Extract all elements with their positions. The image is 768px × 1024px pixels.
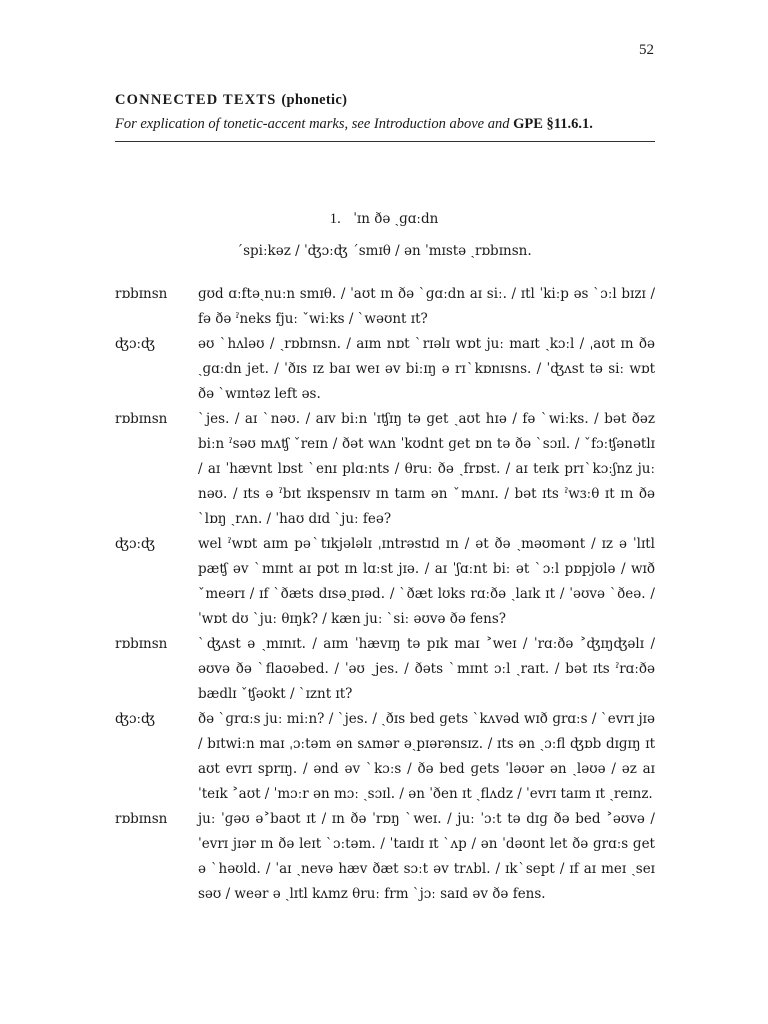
- text-title-phonetic: ˈɪn ðə ˏɡɑːdn: [353, 211, 439, 227]
- utterance-text: ˋʤʌst ə ˏmɪnɪt. / aɪm ˈhævɪŋ tə pɪk maɪ ˃weɪ / ˈrɑːðə ˃ʤɪŋʤəlɪ / əʊvə ðə ˋflaʊəbed. / ˈəʊ ˏjes. / ðəts ˋmɪnt ɔːl ˏraɪt. / bət ɪts ˀrɑːðə bædlɪ ˇʧəʊkt / ˋɪznt ɪt?: [198, 636, 655, 702]
- utterance-text: ðə ˋɡrɑːs juː miːn? / ˋjes. / ˏðɪs bed ɡets ˋkʌvəd wɪð ɡrɑːs / ˋevrɪ jɪə / bɪtwiːn maɪ ˌɔːtəm ən sʌmər əˏpɪərənsɪz. / ɪts ən ˏɔːfl ʤɒb dɪɡɪŋ ɪt aʊt evrɪ sprɪŋ. / ənd əv ˋkɔːs / ðə bed ɡets ˈləʊər ən ˏləʊə / əz aɪ ˈteɪk ˃aʊt / ˈmɔːr ən mɔː ˏsɔɪl. / ən ˈðen ɪt ˏflʌdz / ˈevrɪ taɪm ɪt ˏreɪnz.: [198, 711, 655, 802]
- text-title: [0, 211, 768, 228]
- utterance-text: ˋjes. / aɪ ˋnəʊ. / aɪv biːn ˈɪʧɪŋ tə ɡet ˏaʊt hɪə / fə ˋwiːks. / bət ðəz biːn ˀsəʊ mʌʧ ˇreɪn / ðət wʌn ˈkʊdnt ɡet ɒn tə ðə ˋsɔɪl. / ˇfɔːʧənətlɪ / aɪ ˈhævnt lɒst ˋenɪ plɑːnts / θruː ðə ˏfrɒst. / aɪ teɪk prɪˋkɔːʃnz juː nəʊ. / ɪts ə ˀbɪt ɪkspensɪv ɪn taɪm ən ˇmʌnɪ. / bət ɪts ˀwɜːθ ɪt ɪn ðə ˋlɒŋ ˏrʌn. / ˈhaʊ dɪd ˋjuː feə?: [198, 411, 655, 527]
- subtitle-reference: GPE §11.6.1.: [513, 116, 593, 132]
- dialogue-turn: [115, 532, 655, 632]
- dialogue-turn: [115, 332, 655, 407]
- section-title-main: CONNECTED TEXTS: [115, 92, 277, 108]
- dialogue-turn: [115, 407, 655, 532]
- page-number: 52: [639, 42, 654, 58]
- dialogue-turn: [115, 632, 655, 707]
- speaker-name: ʤɔːʤ: [115, 336, 156, 352]
- speaker-name: rɒbɪnsn: [115, 811, 168, 827]
- speaker-name: rɒbɪnsn: [115, 286, 168, 302]
- dialogue-turn: [115, 807, 655, 907]
- dialogue: [115, 282, 655, 907]
- speaker-name: rɒbɪnsn: [115, 636, 168, 652]
- text-number: 1.: [329, 211, 341, 227]
- section-subtitle: [115, 113, 655, 135]
- utterance-text: ɡʊd ɑːftəˏnuːn smɪθ. / ˈaʊt ɪn ðə ˋɡɑːdn aɪ siː. / ɪtl ˈkiːp əs ˋɔːl bɪzɪ / fə ðə ˀneks fjuː ˇwiːks / ˋwəʊnt ɪt?: [198, 286, 655, 327]
- section-title-paren: (phonetic): [281, 92, 348, 108]
- dialogue-turn: [115, 282, 655, 332]
- section-title: [115, 90, 655, 110]
- section-header: [115, 90, 655, 142]
- header-rule: [115, 141, 655, 142]
- utterance-text: əʊ ˋhʌləʊ / ˏrɒbɪnsn. / aɪm nɒt ˋrɪəlɪ wɒt juː maɪt ˏkɔːl / ˌaʊt ɪn ðə ˏɡɑːdn jet. / ˈðɪs ɪz baɪ weɪ əv biːɪŋ ə rɪˋkɒnɪsns. / ˈʤʌst tə siː wɒt ðə ˋwɪntəz left əs.: [198, 336, 655, 402]
- cast-line: ˊspiːkəz / ˈʤɔːʤ ˊsmɪθ / ən ˈmɪstə ˏrɒbɪnsn.: [236, 243, 532, 259]
- utterance-text: wel ˀwɒt aɪm pəˋtɪkjələlɪ ˌɪntrəstɪd ɪn / ət ðə ˏməʊmənt / ɪz ə ˈlɪtl pæʧ əv ˋmɪnt aɪ pʊt ɪn lɑːst jɪə. / aɪ ˈʃɑːnt biː ət ˋɔːl pɒpjʊlə / wɪð ˇmeərɪ / ɪf ˋðæts dɪsəˏpɪəd. / ˋðæt lʊks rɑːðə ˏlaɪk ɪt / ˈəʊvə ˋðeə. / ˈwɒt dʊ ˋjuː θɪŋk? / kæn juː ˋsiː əʊvə ðə fens?: [198, 536, 655, 627]
- subtitle-text: For explication of tonetic-accent marks, see Introduction above and: [115, 116, 510, 132]
- dialogue-turn: [115, 707, 655, 807]
- utterance-text: juː ˈɡəʊ ə˃baʊt ɪt / ɪn ðə ˈrɒŋ ˋweɪ. / juː ˈɔːt tə dɪɡ ðə bed ˃əʊvə / ˈevrɪ jɪər ɪn ðə leɪt ˋɔːtəm. / ˈtaɪdɪ ɪt ˋʌp / ən ˈdəʊnt let ðə ɡrɑːs ɡet ə ˋhəʊld. / ˈaɪ ˏnevə hæv ðæt sɔːt əv trʌbl. / ɪkˋsept / ɪf aɪ meɪ ˏseɪ səʊ / weər ə ˏlɪtl kʌmz θruː frm ˋjɔː saɪd əv ðə fens.: [198, 811, 655, 902]
- speaker-name: ʤɔːʤ: [115, 536, 156, 552]
- speaker-name: ʤɔːʤ: [115, 711, 156, 727]
- speaker-name: rɒbɪnsn: [115, 411, 168, 427]
